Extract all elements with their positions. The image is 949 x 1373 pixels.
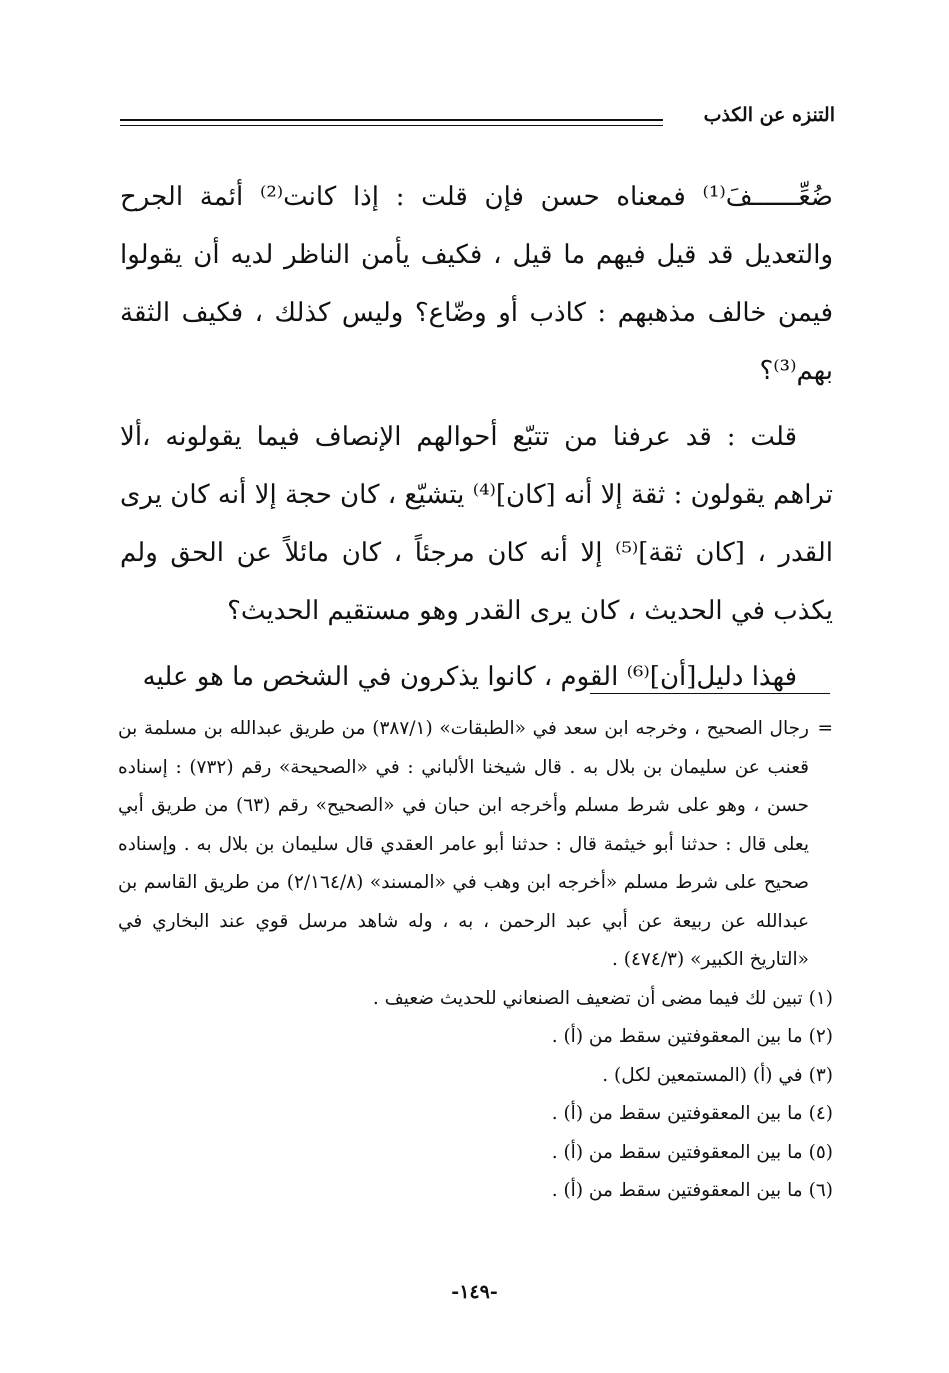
footnote-number: (٣) xyxy=(808,1064,833,1086)
footnote-text: في (أ) (المستمعين لكل) . xyxy=(602,1064,803,1086)
footnote-number: (٤) xyxy=(808,1103,833,1124)
footnote-number: (١) xyxy=(808,987,833,1009)
footnote-text: ما بين المعقوفتين سقط من (أ) . xyxy=(551,1180,803,1201)
paragraph-3: فهذا دليل[أن]⁽⁶⁾ القوم ، كانوا يذكرون في الشخص ما هو عليه xyxy=(142,662,797,692)
running-title: التنزه عن الكذب xyxy=(703,104,835,126)
footnote-continuation xyxy=(118,710,833,980)
footnote-text: ما بين المعقوفتين سقط من (أ) . xyxy=(551,1141,803,1163)
header-rule-thick xyxy=(120,119,663,121)
header-rule-thin xyxy=(120,125,663,126)
running-header xyxy=(120,104,835,134)
footnote-number: (٦) xyxy=(808,1180,833,1201)
footnote-list xyxy=(118,980,833,1211)
footnote-text: تبين لك فيما مضى أن تضعيف الصنعاني للحديث ضعيف . xyxy=(372,987,803,1009)
footnote-separator xyxy=(590,693,830,694)
footnote-number: (٢) xyxy=(808,1026,833,1047)
continuation-mark: = xyxy=(817,718,833,739)
footnote-text: ما بين المعقوفتين سقط من (أ) . xyxy=(551,1026,803,1047)
footnote-item xyxy=(118,1018,833,1057)
footnote-item xyxy=(118,1134,833,1173)
continuation-text: رجال الصحيح ، وخرجه ابن سعد في «الطبقات» (٣٨٧/١) من طريق عبدالله بن مسلمة بن قعنب عن سليمان بن بلال به . قال شيخنا الألباني : في «الصحيحة» رقم (٧٣٢) : إسناده حسن ، وهو على شرط مسلم وأخرجه ابن حبان في «الصحيح» رقم (٦٣) من طريق أبي يعلى قال : حدثنا أبو خيثمة قال : حدثنا أبو عامر العقدي قال سليمان بن بلال به . وإسناده صحيح على شرط مسلم «أخرجه ابن وهب في «المسند» (٢/١٦٤/٨) من طريق القاسم بن عبدالله عن ربيعة عن أبي عبد الرحمن ، به ، وله شاهد مرسل قوي عند البخاري في «التاريخ الكبير» (٤٧٤/٣) . xyxy=(118,718,810,970)
footnote-number: (٥) xyxy=(808,1141,833,1163)
footnote-item xyxy=(118,1172,833,1211)
footnote-item xyxy=(118,1095,833,1134)
footnote-item xyxy=(118,1057,833,1096)
paragraph-1: ضُعِّــــــفَ⁽¹⁾ فمعناه حسن فإن قلت : إذا كانت⁽²⁾ أئمة الجرح والتعديل قد قيل فيهم ما قيل ، فكيف يأمن الناظر لديه أن يقولوا فيمن خالف مذهبهم : كاذب أو وضّاع؟ وليس كذلك ، فكيف الثقة بهم⁽³⁾؟ xyxy=(120,182,833,386)
main-text xyxy=(120,168,833,706)
footnote-text: ما بين المعقوفتين سقط من (أ) . xyxy=(551,1103,803,1124)
footnote-item xyxy=(118,980,833,1019)
page-number: -١٤٩- xyxy=(451,1281,498,1303)
paragraph-2: قلت : قد عرفنا من تتبّع أحوالهم الإنصاف فيما يقولونه ،ألا تراهم يقولون : ثقة إلا أنه [كان]⁽⁴⁾ يتشيّع ، كان حجة إلا أنه كان يرى القدر ، [كان ثقة]⁽⁵⁾ إلا أنه كان مرجئاً ، كان مائلاً عن الحق ولم يكذب في الحديث ، كان يرى القدر وهو مستقيم الحديث؟ xyxy=(120,422,834,626)
footnotes xyxy=(118,710,833,1211)
